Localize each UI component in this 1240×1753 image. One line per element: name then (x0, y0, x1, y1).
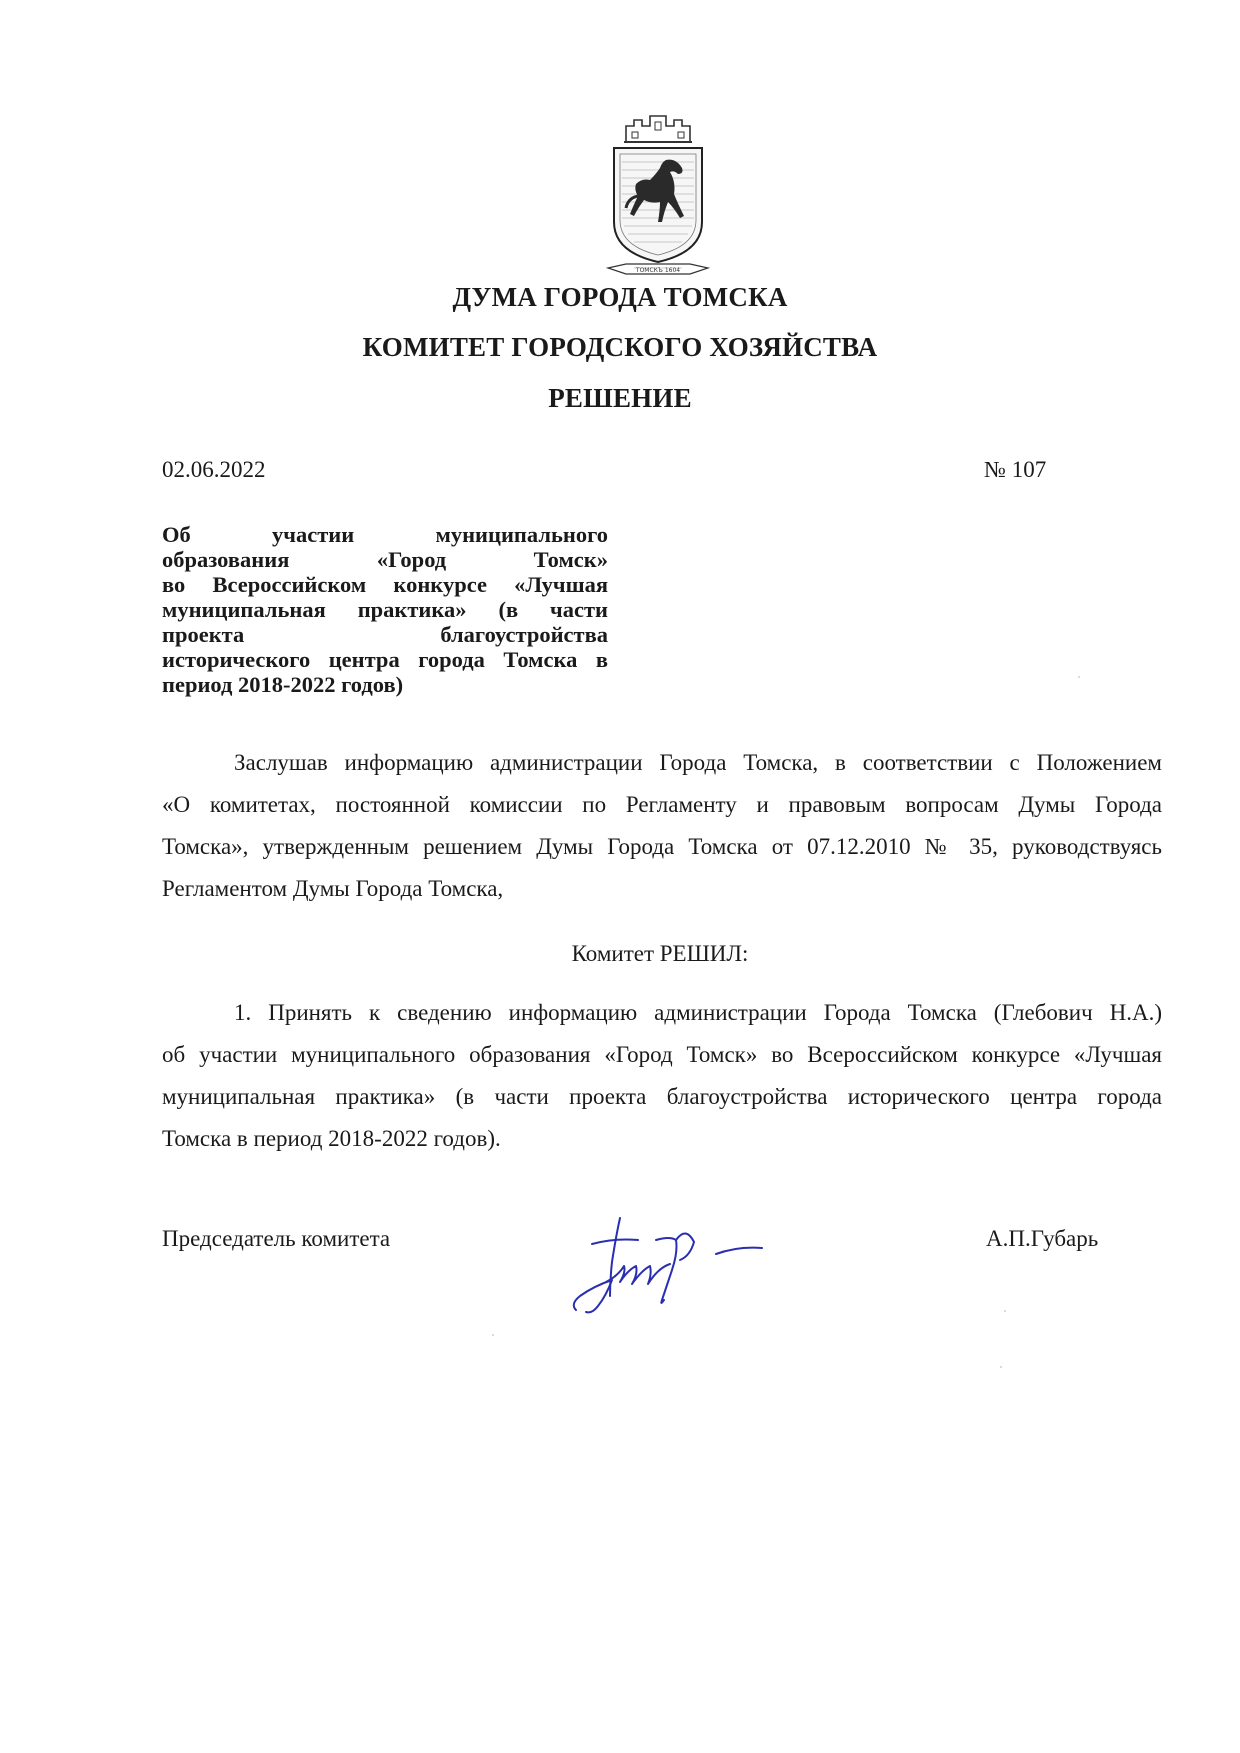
document-subject (162, 522, 608, 697)
paragraph-line: муниципальная практика» (в части проекта благоустройства исторического центра города (162, 1084, 1162, 1109)
subject-line: муниципальная практика» (в части (162, 597, 608, 622)
organization-title: ДУМА ГОРОДА ТОМСКА (452, 282, 788, 312)
paragraph-line: об участии муниципального образования «Город Томск» во Всероссийском конкурсе «Лучшая (162, 1042, 1162, 1067)
document-number: № 107 (984, 457, 1047, 482)
tomsk-coat-of-arms-icon (604, 112, 712, 282)
paragraph-line: Томска», утвержденным решением Думы Города Томска от 07.12.2010 № 35, руководствуясь (162, 834, 1162, 859)
decision-paragraph (162, 992, 1162, 1160)
subject-line: проекта благоустройства (162, 622, 608, 647)
paragraph-line: Регламентом Думы Города Томска, (162, 876, 504, 901)
decision-heading: Комитет РЕШИЛ: (571, 941, 749, 966)
subject-line: во Всероссийском конкурсе «Лучшая (162, 572, 608, 597)
scan-speck (1000, 1366, 1002, 1368)
paragraph-line: 1. Принять к сведению информацию администрации Города Томска (Глебович Н.А.) (234, 1000, 1162, 1025)
paragraph-line: Томска в период 2018-2022 годов). (162, 1126, 501, 1151)
paragraph-line: Заслушав информацию администрации Города Томска, в соответствии с Положением (234, 750, 1162, 775)
signatory-name: А.П.Губарь (986, 1226, 1099, 1251)
scan-speck (1078, 676, 1080, 678)
preamble-paragraph (162, 742, 1162, 910)
signatory-title: Председатель комитета (162, 1226, 391, 1251)
committee-title: КОМИТЕТ ГОРОДСКОГО ХОЗЯЙСТВА (362, 332, 878, 362)
document-date: 02.06.2022 (162, 457, 266, 482)
handwritten-signature (566, 1200, 826, 1320)
subject-line: Об участии муниципального (162, 522, 608, 547)
subject-line: период 2018-2022 годов) (162, 672, 404, 697)
document-type: РЕШЕНИЕ (548, 383, 692, 413)
subject-line: образования «Город Томск» (162, 547, 608, 572)
scan-speck (492, 1334, 494, 1336)
scan-speck (1004, 1310, 1006, 1312)
paragraph-line: «О комитетах, постоянной комиссии по Регламенту и правовым вопросам Думы Города (162, 792, 1162, 817)
subject-line: исторического центра города Томска в (162, 647, 608, 672)
svg-text:ТОМСКЪ 1604: ТОМСКЪ 1604 (635, 267, 681, 274)
